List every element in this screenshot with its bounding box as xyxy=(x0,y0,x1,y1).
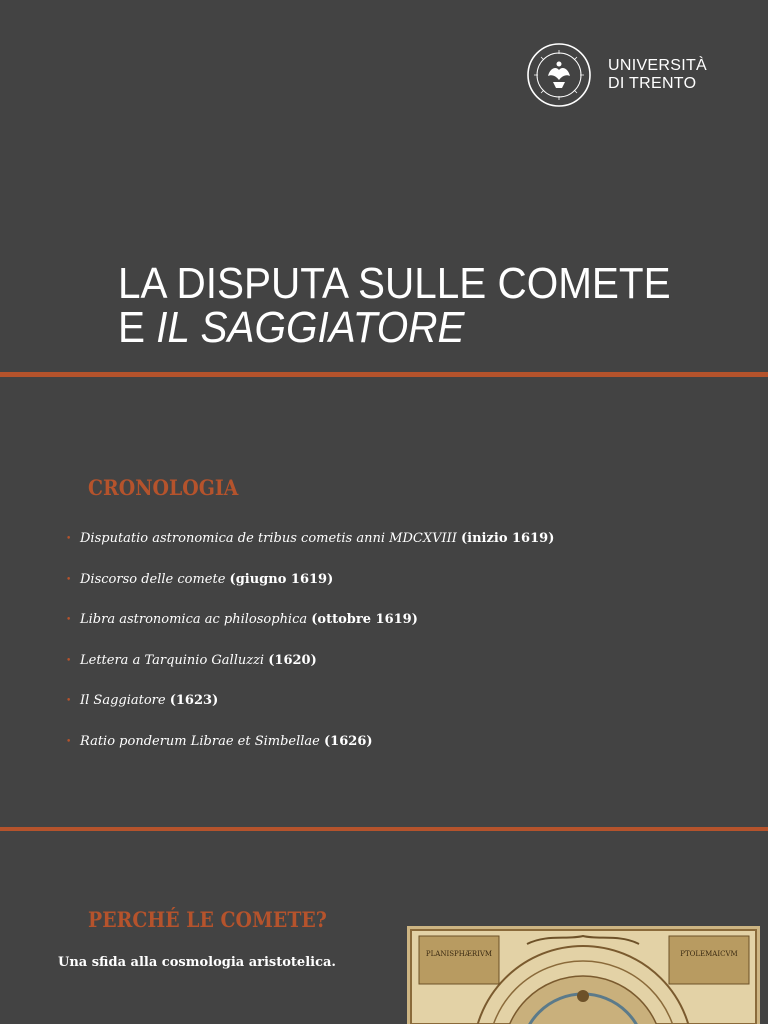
work-date: (inizio 1619) xyxy=(461,531,555,546)
university-name-line2: DI TRENTO xyxy=(608,75,697,92)
work-title: Lettera a Tarquinio Galluzzi xyxy=(80,652,265,668)
work-title: Discorso delle comete xyxy=(80,571,226,587)
list-item xyxy=(66,731,554,772)
work-title: Libra astronomica ac philosophica xyxy=(80,612,308,627)
work-title: Ratio ponderum Librae et Simbellae xyxy=(80,733,320,749)
list-item xyxy=(66,528,554,569)
work-title: Disputatio astronomica de tribus cometis anni MDCXVIII xyxy=(80,531,457,546)
bullet-icon: • xyxy=(66,736,72,747)
list-item xyxy=(66,690,554,731)
slide-divider xyxy=(0,372,768,377)
map-label-left: PLANISPHÆRIVM xyxy=(425,950,493,958)
work-date: (1620) xyxy=(268,652,317,668)
list-item xyxy=(66,569,554,610)
bullet-icon: • xyxy=(66,574,72,585)
bullet-icon: • xyxy=(66,696,72,706)
title-line1: LA DISPUTA SULLE COMETE xyxy=(118,259,671,308)
bullet-icon: • xyxy=(66,534,72,544)
page-title xyxy=(118,259,688,352)
chronology-heading: CRONOLOGIA xyxy=(88,475,239,500)
chronology-list xyxy=(66,528,554,771)
university-name xyxy=(608,57,707,93)
title-line2-italic: IL SAGGIATORE xyxy=(156,303,465,352)
bullet-icon: • xyxy=(66,615,72,625)
work-date: (1626) xyxy=(324,733,373,749)
list-item xyxy=(66,650,554,691)
list-item xyxy=(66,609,554,650)
work-date: (1623) xyxy=(169,693,219,708)
university-seal-icon xyxy=(526,42,592,108)
title-line2-prefix: E xyxy=(118,303,157,352)
work-date: (ottobre 1619) xyxy=(311,612,418,627)
university-logo xyxy=(526,42,707,108)
comets-paragraph: Una sfida alla cosmologia aristotelica. xyxy=(58,955,336,970)
ptolemaic-planisphere-image xyxy=(407,926,760,1024)
map-label-right: PTOLEMAICVM xyxy=(680,950,738,958)
slide-divider xyxy=(0,827,768,831)
comets-heading: PERCHÉ LE COMETE? xyxy=(88,907,327,932)
work-title: Il Saggiatore xyxy=(80,693,166,708)
work-date: (giugno 1619) xyxy=(229,571,334,587)
bullet-icon: • xyxy=(66,655,72,666)
planisphere-illustration xyxy=(407,926,760,1024)
university-name-line1: UNIVERSITÀ xyxy=(608,57,708,74)
